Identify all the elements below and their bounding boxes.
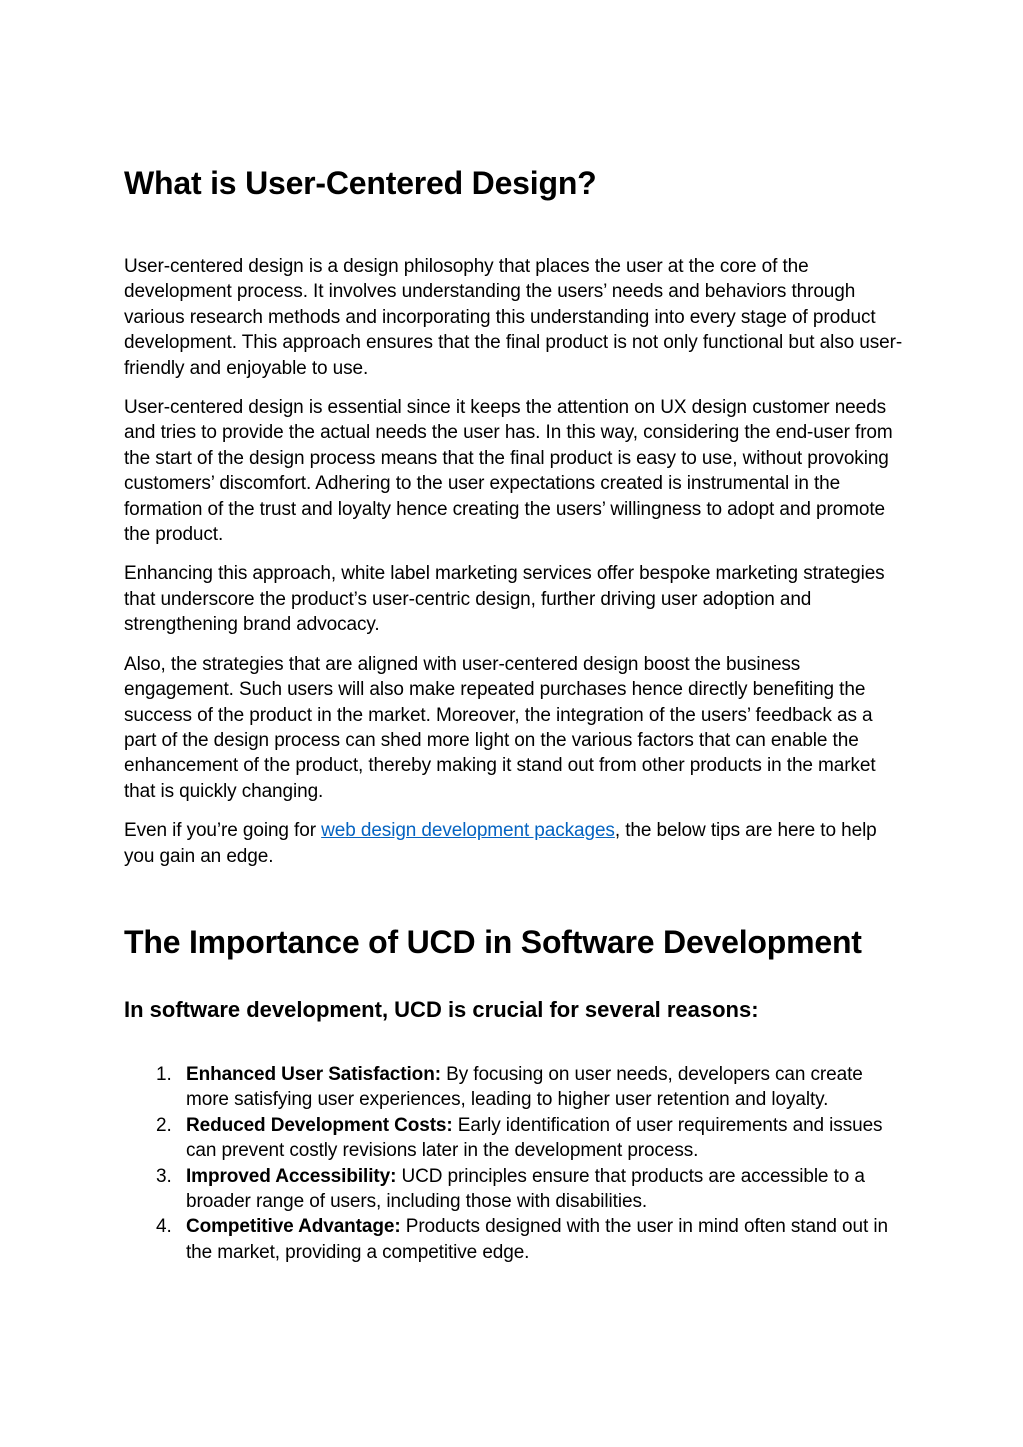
section-heading-importance: The Importance of UCD in Software Development	[124, 923, 862, 960]
list-number: 1.	[156, 1063, 172, 1085]
list-item	[124, 1113, 905, 1164]
paragraph: Enhancing this approach, white label marketing services offer bespoke marketing strategies that underscore the product’s user-centric design, further driving user adoption and strengthening brand advocacy.	[124, 563, 885, 636]
paragraph: Also, the strategies that are aligned with user-centered design boost the business engagement. Such users will also make repeated purchases hence directly benefiting the success of the product in the market. Moreover, the integration of the users’ feedback as a part of the design process can shed more light on the various factors that can enable the enhancement of the product, thereby making it stand out from other products in the market that is quickly changing.	[124, 653, 876, 802]
web-design-packages-link[interactable]: web design development packages	[321, 820, 615, 842]
list-item-title: Enhanced User Satisfaction:	[186, 1063, 441, 1085]
list-item-text: UCD principles ensure that products are accessible to a broader range of users, including those with disabilities.	[186, 1165, 865, 1212]
reasons-list	[124, 1062, 905, 1265]
section-heading-ucd: What is User-Centered Design?	[124, 165, 597, 201]
paragraph-text: Even if you’re going for	[124, 820, 322, 842]
list-item-title: Competitive Advantage:	[186, 1216, 401, 1238]
list-item	[124, 1062, 905, 1113]
paragraph-with-link	[124, 818, 905, 869]
list-item-title: Improved Accessibility:	[186, 1165, 397, 1187]
paragraph-text: , the below tips are here to help you gain an edge.	[124, 820, 877, 867]
list-number: 4.	[156, 1216, 172, 1238]
list-item	[124, 1164, 905, 1215]
list-item-text: By focusing on user needs, developers can create more satisfying user experiences, leading to higher user retention and loyalty.	[186, 1063, 863, 1111]
list-item-title: Reduced Development Costs:	[186, 1114, 453, 1136]
subheading: In software development, UCD is crucial for several reasons:	[124, 996, 759, 1022]
paragraph: User-centered design is essential since it keeps the attention on UX design customer needs and tries to provide the actual needs the user has. In this way, considering the end-user from the start of the design process means that the final product is easy to use, without provoking customers’ discomfort. Adhering to the user expectations created is instrumental in the formation of the trust and loyalty hence creating the users’ willingness to adopt and promote the product.	[124, 397, 893, 546]
list-item-text: Products designed with the user in mind often stand out in the market, providing a competitive edge.	[186, 1216, 888, 1263]
list-item	[124, 1214, 905, 1265]
paragraph: User-centered design is a design philosophy that places the user at the core of the development process. It involves understanding the users’ needs and behaviors through various research methods and incorporating this understanding into every stage of product development. This approach ensures that the final product is not only functional but also user-friendly and enjoyable to use.	[124, 256, 903, 379]
list-item-text: Early identification of user requirements and issues can prevent costly revisions later in the development process.	[186, 1114, 883, 1162]
list-number: 3.	[156, 1165, 172, 1187]
list-number: 2.	[156, 1114, 172, 1136]
